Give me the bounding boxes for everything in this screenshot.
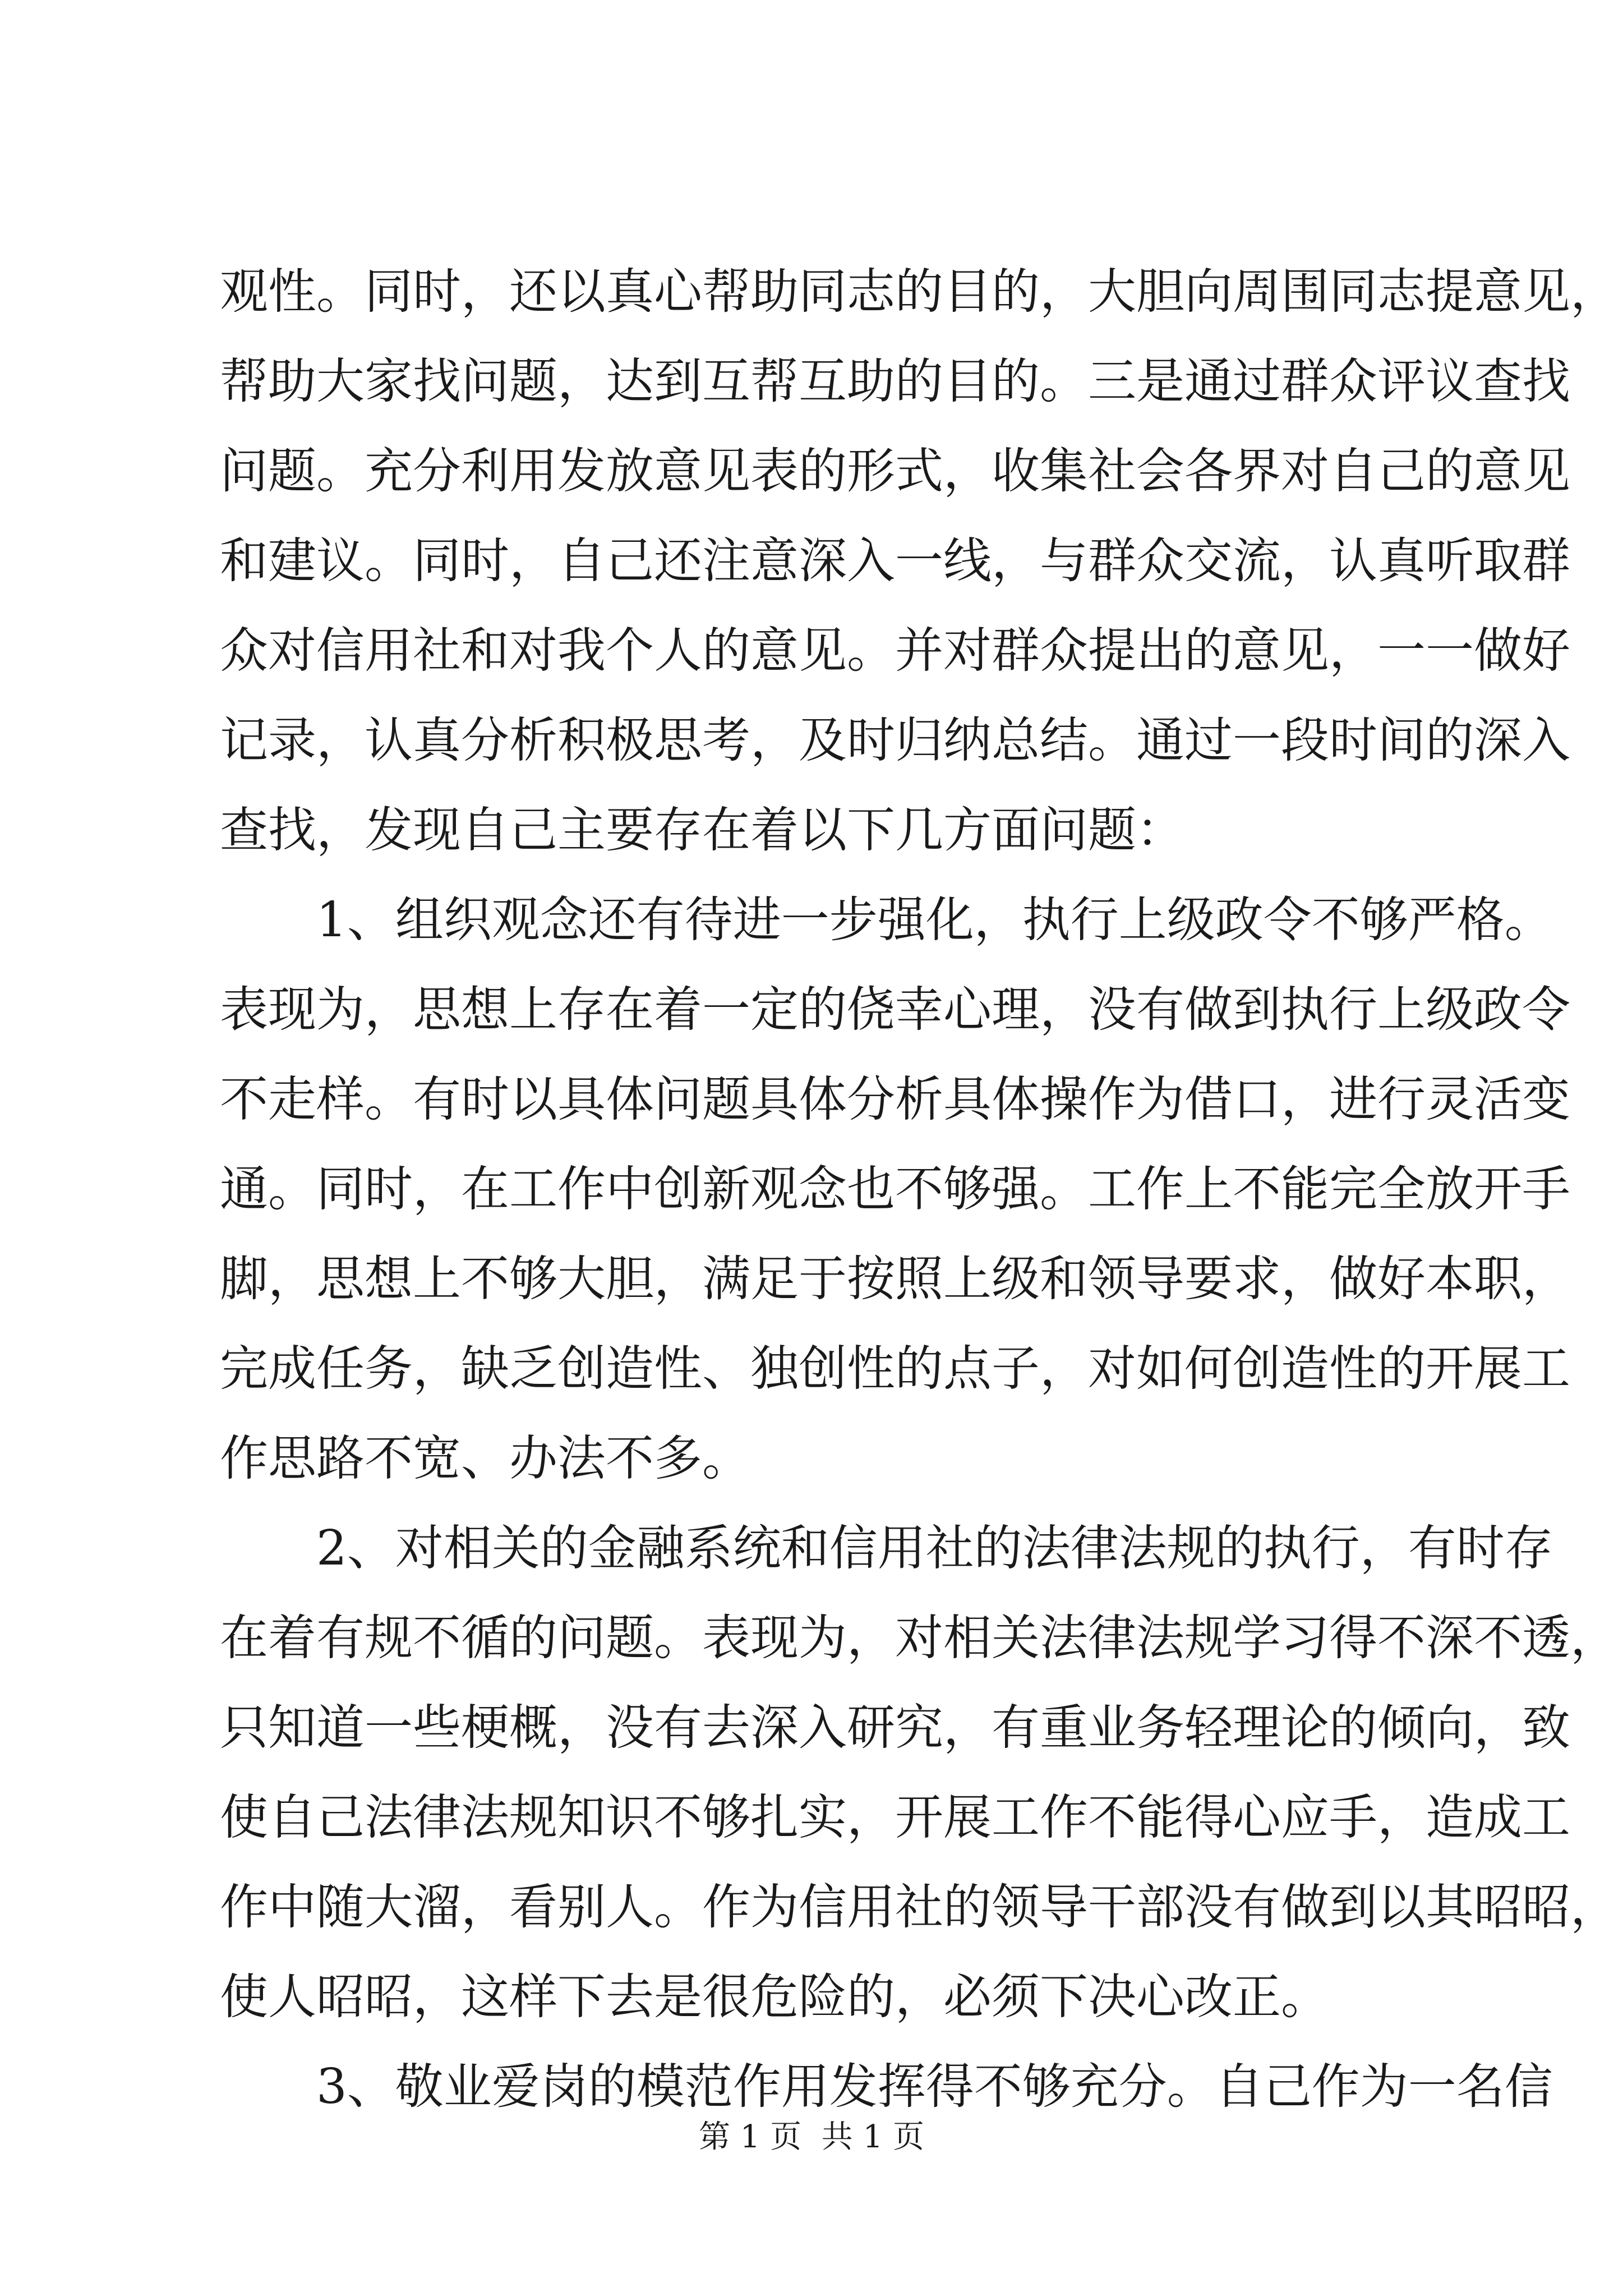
paragraph-3-line-4: 使自己法律法规知识不够扎实，开展工作不能得心应手，造成工 — [220, 1789, 1570, 1846]
paragraph-1-line-1: 观性。同时，还以真心帮助同志的目的，大胆向周围同志提意见， — [220, 264, 1619, 320]
paragraph-3-line-5: 作中随大溜，看别人。作为信用社的领导干部没有做到以其昭昭， — [220, 1879, 1619, 1935]
paragraph-1-line-7: 查找，发现自己主要存在着以下几方面问题： — [220, 802, 1184, 858]
paragraph-2-line-4: 通。同时，在工作中创新观念也不够强。工作上不能完全放开手 — [220, 1161, 1570, 1217]
paragraph-2-line-1: 1、组织观念还有待进一步强化，执行上级政令不够严格。 — [316, 892, 1553, 948]
paragraph-3-line-1: 2、对相关的金融系统和信用社的法律法规的执行，有时存 — [316, 1520, 1553, 1576]
paragraph-1-line-6: 记录，认真分析积极思考，及时归纳总结。通过一段时间的深入 — [220, 712, 1570, 769]
paragraph-2-line-5: 脚，思想上不够大胆，满足于按照上级和领导要求，做好本职， — [220, 1251, 1570, 1307]
page-number-footer: 第 1 页 共 1 页 — [698, 2119, 925, 2155]
paragraph-4-line-1: 3、敬业爱岗的模范作用发挥得不够充分。自己作为一名信 — [316, 2059, 1553, 2115]
paragraph-1-line-5: 众对信用社和对我个人的意见。并对群众提出的意见，一一做好 — [220, 623, 1570, 679]
paragraph-3-line-6: 使人昭昭，这样下去是很危险的，必须下决心改正。 — [220, 1969, 1329, 2025]
paragraph-1-line-3: 问题。充分利用发放意见表的形式，收集社会各界对自己的意见 — [220, 443, 1570, 499]
paragraph-2-line-6: 完成任务，缺乏创造性、独创性的点子，对如何创造性的开展工 — [220, 1341, 1570, 1397]
paragraph-3-line-3: 只知道一些梗概，没有去深入研究，有重业务轻理论的倾向，致 — [220, 1700, 1570, 1756]
paragraph-2-line-3: 不走样。有时以具体问题具体分析具体操作为借口，进行灵活变 — [220, 1071, 1570, 1128]
paragraph-2-line-7: 作思路不宽、办法不多。 — [220, 1430, 750, 1487]
paragraph-2-line-2: 表现为，思想上存在着一定的侥幸心理，没有做到执行上级政令 — [220, 982, 1570, 1038]
paragraph-1-line-4: 和建议。同时，自己还注意深入一线，与群众交流，认真听取群 — [220, 533, 1570, 589]
paragraph-3-line-2: 在着有规不循的问题。表现为，对相关法律法规学习得不深不透， — [220, 1610, 1619, 1666]
paragraph-1-line-2: 帮助大家找问题，达到互帮互助的目的。三是通过群众评议查找 — [220, 353, 1570, 409]
